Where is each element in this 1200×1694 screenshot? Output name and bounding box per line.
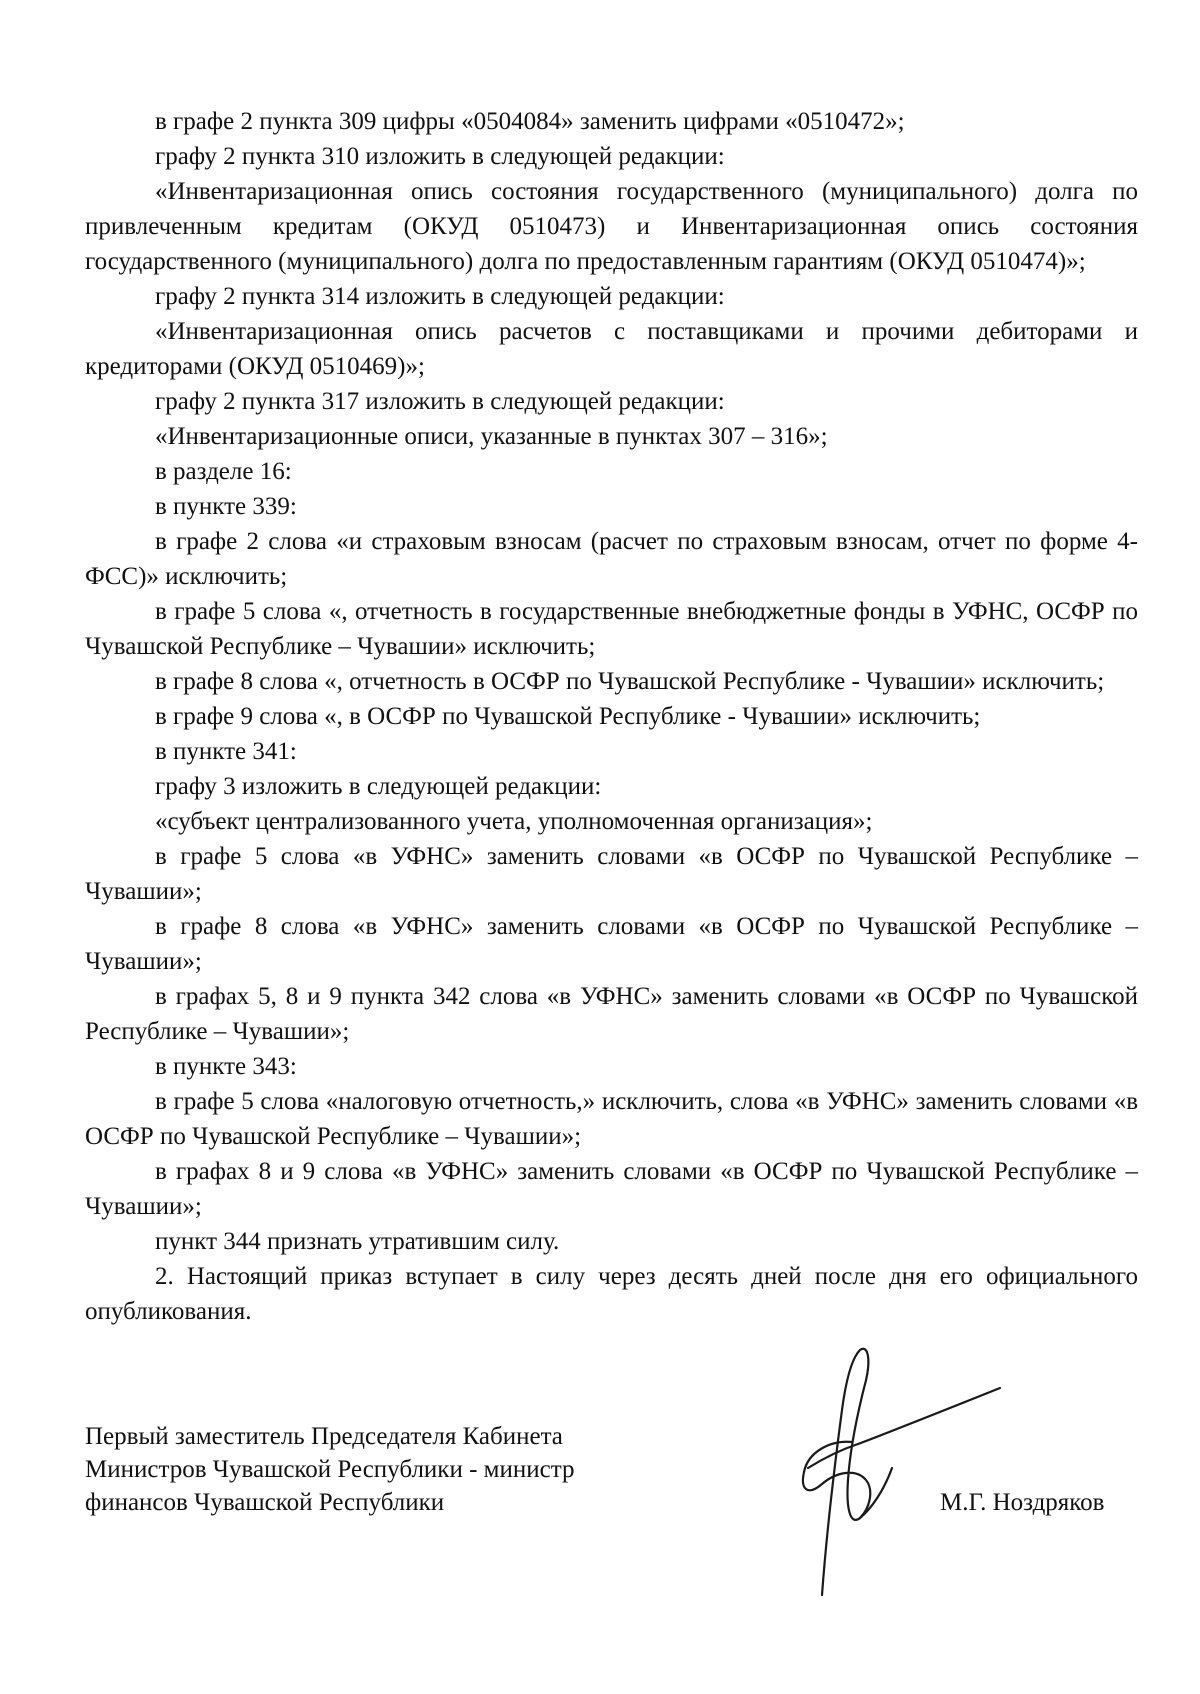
paragraph-314-intro: графу 2 пункта 314 изложить в следующей редакции:	[155, 283, 725, 310]
paragraph-344: пункт 344 признать утратившим силу.	[155, 1228, 560, 1255]
paragraph-341-col3-intro: графу 3 изложить в следующей редакции:	[155, 773, 602, 800]
paragraph-341-col8: в графе 8 слова «в УФНС» заменить словами «в ОСФР по Чувашской Республике – Чувашии»;	[85, 913, 1138, 975]
paragraph-339-col9: в графе 9 слова «, в ОСФР по Чувашской Республике - Чувашии» исключить;	[155, 703, 981, 730]
signatory-position	[85, 1420, 645, 1519]
paragraph-effective-date: 2. Настоящий приказ вступает в силу через десять дней после дня его официального опубликования.	[85, 1263, 1138, 1325]
paragraph-310-intro: графу 2 пункта 310 изложить в следующей редакции:	[155, 143, 725, 170]
paragraph-310-text: «Инвентаризационная опись состояния государственного (муниципального) долга по привлеченным кредитам (ОКУД 0510473) и Инвентаризационная опись состояния государственного (муниципального) долга по предоставленным гарантиям (ОКУД 0510474)»;	[85, 178, 1138, 275]
paragraph-341-col5: в графе 5 слова «в УФНС» заменить словами «в ОСФР по Чувашской Республике – Чувашии»;	[85, 843, 1138, 905]
paragraph-339-col5: в графе 5 слова «, отчетность в государственные внебюджетные фонды в УФНС, ОСФР по Чувашской Республике – Чувашии» исключить;	[85, 598, 1138, 660]
paragraph-343-col8-9: в графах 8 и 9 слова «в УФНС» заменить словами «в ОСФР по Чувашской Республике – Чувашии»;	[85, 1158, 1138, 1220]
paragraph-309: в графе 2 пункта 309 цифры «0504084» заменить цифрами «0510472»;	[155, 108, 905, 135]
signatory-name: М.Г. Ноздряков	[940, 1489, 1105, 1516]
paragraph-339-intro: в пункте 339:	[155, 493, 297, 520]
paragraph-317-intro: графу 2 пункта 317 изложить в следующей редакции:	[155, 388, 725, 415]
paragraph-section-16: в разделе 16:	[155, 458, 292, 485]
paragraph-317-text: «Инвентаризационные описи, указанные в пунктах 307 – 316»;	[155, 423, 828, 450]
paragraph-342: в графах 5, 8 и 9 пункта 342 слова «в УФНС» заменить словами «в ОСФР по Чувашской Республике – Чувашии»;	[85, 983, 1138, 1045]
handwritten-signature-icon	[760, 1340, 1020, 1600]
paragraph-339-col8: в графе 8 слова «, отчетность в ОСФР по Чувашской Республике - Чувашии» исключить;	[155, 668, 1105, 695]
paragraph-343-col5: в графе 5 слова «налоговую отчетность,» исключить, слова «в УФНС» заменить словами «в ОСФР по Чувашской Республике – Чувашии»;	[85, 1088, 1138, 1150]
signatory-position-line: финансов Чувашской Республики	[85, 1489, 445, 1516]
signatory-position-line: Первый заместитель Председателя Кабинета	[85, 1423, 563, 1450]
paragraph-339-col2: в графе 2 слова «и страховым взносам (расчет по страховым взносам, отчет по форме 4-ФСС)» исключить;	[85, 528, 1138, 590]
paragraph-341-intro: в пункте 341:	[155, 738, 297, 765]
document-body	[85, 104, 1138, 1329]
paragraph-341-col3-text: «субъект централизованного учета, уполномоченная организация»;	[155, 808, 873, 835]
paragraph-314-text: «Инвентаризационная опись расчетов с поставщиками и прочими дебиторами и кредиторами (ОКУД 0510469)»;	[85, 318, 1138, 380]
signatory-position-line: Министров Чувашской Республики - министр	[85, 1456, 575, 1483]
paragraph-343-intro: в пункте 343:	[155, 1053, 297, 1080]
